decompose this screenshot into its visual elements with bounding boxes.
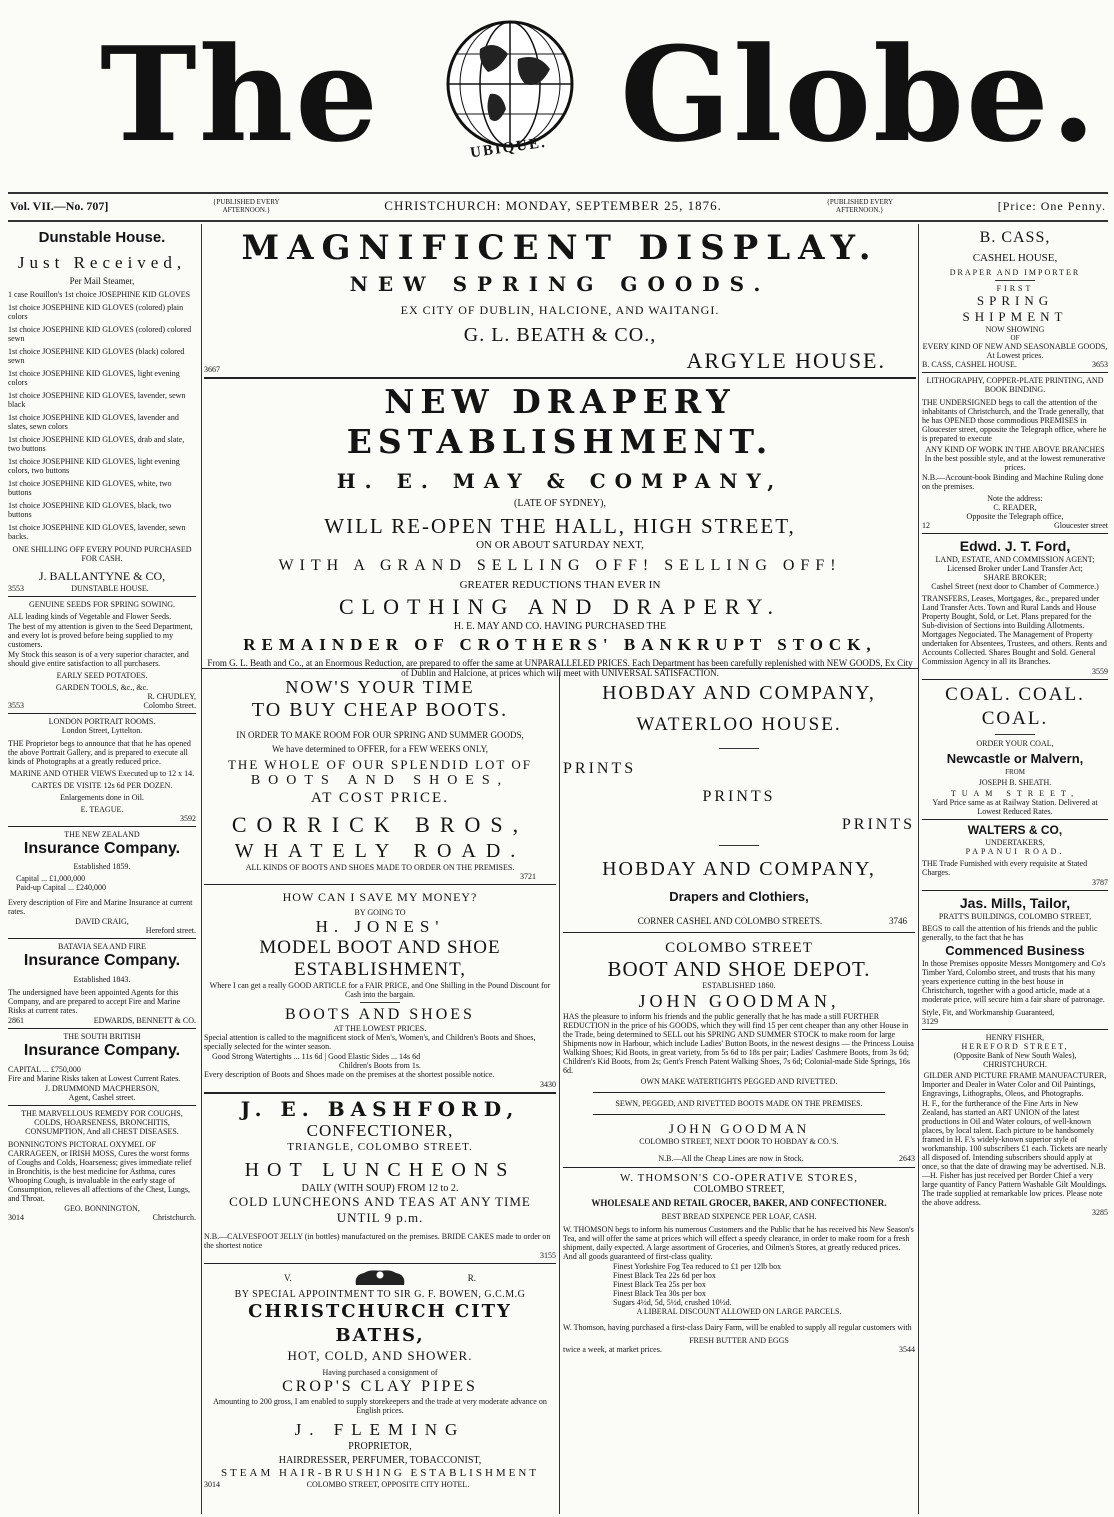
dateline [10,198,1106,214]
new-drapery-establishment: NEW DRAPERY ESTABLISHMENT. [346,382,774,461]
undersigned: THE UNDERSIGNED begs to call the attention of the inhabitants of Christchurch, and the Trade generally, that he has OPENED those commodious PREMISES in Gloucester street, opposite the Telegraph office, where he is prepared to execute [922,398,1107,443]
ad-number: 3553 [8,701,24,710]
batavia-est: Established 1843. [73,975,131,984]
prints-left: PRINTS [563,760,637,777]
opposite-bank: (Opposite Bank of New South Wales), [953,1051,1077,1060]
price: [Price: One Penny. [997,199,1106,213]
gloucester: Gloucester street [1054,521,1108,530]
ballantyne: J. BALLANTYNE & CO, [38,569,166,583]
established-1860: ESTABLISHED 1860. [702,981,776,990]
gloves-list [8,290,196,541]
portrait-street: London Street, Lyttelton. [61,726,143,735]
nz-pre: THE NEW ZEALAND [64,830,140,839]
cashel-house: CASHEL HOUSE, [972,252,1058,264]
column-2 [204,676,556,1514]
coal-coal: COAL. COAL. [945,684,1085,705]
ex-ships: EX CITY OF DUBLIN, HALCIONE, AND WAITANGI. [400,303,720,317]
tea-item: Finest Yorkshire Fog Tea reduced to £1 per 12lb box [613,1262,782,1271]
hot-luncheons: HOT LUNCHEONS [244,1159,516,1181]
transfers: TRANSFERS, Leases, Mortgages, &c., prepared under Land Transfer Acts. Town and Rural Lands and House Property Bought, Sold, or Let. Plans prepared for the Sub-division of Sections into Building Allotments. Mortgages Negociated. The Management of Property undertaken for Absentees, Trustees, and others. Rents and Accounts Collected. Shares Bought and Sold. General Commission Agency in all its Branches. [922,594,1107,666]
style-fit: Style, Fit, and Workmanship Guaranteed, [922,1008,1055,1017]
drapers-clothiers: Drapers and Clothiers, [669,889,809,904]
from: FROM [1005,768,1025,776]
magnificent-display: MAGNIFICENT DISPLAY. [241,228,879,268]
lithography: LITHOGRAPHY, COPPER-PLATE PRINTING, AND BOOK BINDING. [926,376,1104,394]
per-mail: Per Mail Steamer, [69,276,135,286]
proprietor: PROPRIETOR, [348,1441,412,1452]
top-ad-body: From G. L. Beath and Co., at an Enormous Reduction, are prepared to offer the same at UNPARALLELED PRICES. Each Department has been carefully replenished with NEW GOODS, Ex City of Dublin and Halcione, at prices which will meet with UNIVERSAL SATISFACTION. [207,658,913,678]
prints-right: PRINTS [841,816,915,833]
draper-importer: DRAPER AND IMPORTER [949,268,1081,277]
ad-number: 3014 [204,1480,220,1489]
thomson-colombo: COLOMBO STREET, [693,1184,785,1195]
glove-item: 1st choice JOSEPHINE KID GLOVES, lavender and slates, sewn colors [8,413,179,431]
ad-number: 3553 [8,584,24,593]
masthead-right-word: Globe. [620,18,1098,171]
ad-number: 3285 [1092,1208,1108,1217]
coal: COAL. [981,708,1049,729]
tea-item: Finest Black Tea 22s 6d per box [613,1271,716,1280]
opposite-city-hotel: COLOMBO STREET, OPPOSITE CITY HOTEL. [306,1480,470,1489]
volume-number: Vol. VII.—No. 707] [10,199,109,213]
premises: In those Premises opposite Messrs Montgomery and Co's Timber Yard, Colombo street, and trusts that his many years experience cutting in the best house in Christchurch, together with a good article, made at a moderate price, will secure him a fair share of patronage. [922,959,1106,1004]
hobday-2: HOBDAY AND COMPANY, [602,858,876,880]
ad-number: 3721 [520,872,536,881]
glove-item: 1st choice JOSEPHINE KID GLOVES, light evening colors, two buttons [8,457,180,475]
nz-street: Hereford street. [145,926,196,935]
greater-reductions: GREATER REDUCTIONS THAN EVER IN [459,579,661,591]
amounting: Amounting to 200 gross, I am enabled to supply storekeepers and the trade at very moderate advance on English prices. [213,1397,547,1415]
published-left: {PUBLISHED EVERY AFTERNOON.} [213,198,280,214]
tea-list [563,1262,915,1307]
daily-soup: DAILY (WITH SOUP) FROM 12 to 2. [301,1183,459,1194]
of: OF [1010,334,1020,342]
nb-calvesfoot: N.B.—CALVESFOOT JELLY (in bottles) manufactured on the premises. BRIDE CAKES made to order on the shortest notice [204,1232,551,1250]
shilling-off: ONE SHILLING OFF EVERY POUND PURCHASED FOR CASH. [12,545,192,563]
nb-cheap-lines: N.B.—All the Cheap Lines are now in Stock. [658,1154,804,1163]
h-jones: H. JONES' [315,917,445,936]
first: FIRST [996,284,1034,293]
butter-eggs: FRESH BUTTER AND EGGS [689,1336,789,1345]
remedy-title: THE MARVELLOUS REMEDY FOR COUGHS, COLDS, HOARSENESS, BRONCHITIS, CONSUMPTION, And all CHEST DISEASES. [21,1109,183,1136]
papanui-road: PAPANUI ROAD. [965,847,1065,856]
batavia-title: Insurance Company. [23,952,181,969]
spring-shipment: SPRING SHIPMENT [962,293,1068,324]
edwd-ford: Edwd. J. T. Ford, [959,538,1071,554]
walters: WALTERS & CO, [967,823,1063,837]
b-cass: B. CASS, [979,229,1051,246]
newcastle-malvern: Newcastle or Malvern, [946,751,1084,766]
beath: G. L. BEATH & CO., [463,324,657,346]
enlargements: Enlargements done in Oil. [60,793,144,802]
ad-number: 2861 [8,1016,24,1025]
south-british-body: Fire and Marine Risks taken at Lowest Current Rates. [8,1074,181,1083]
v-initial: V. [284,1273,292,1283]
c-reader: C. READER, [993,503,1037,512]
commenced-business: Commenced Business [945,943,1085,958]
dairy-farm: W. Thomson, having purchased a first-class Dairy Farm, will be enabled to supply all regular customers with [563,1323,912,1332]
royal-crest-icon [350,1267,410,1289]
land-agent: LAND, ESTATE, AND COMMISSION AGENT; [935,555,1095,564]
place-date: CHRISTCHURCH: MONDAY, SEPTEMBER 25, 1876. [384,198,722,213]
glove-item: 1st choice JOSEPHINE KID GLOVES, light evening colors [8,369,180,387]
argyle-house: ARGYLE HOUSE. [686,348,886,373]
fisher-body: H. F., for the furtherance of the Fine Arts in New Zealand, has started an ART UNION of the latest productions in Oil and Water colours, of well-known places, by local talent. Each picture to be handsomely framed in H. F.'s widely-known superior style of workmanship. 100 subscribers £1 each. Tickets are nearly all disposed of. Intending subscribers should apply at once, so that the date of drawing may be advertised. N.B.—H. Fisher has just received per Border Chief a very large quantity of Fancy Pattern Washable Gilt Mouldings. The trade supplied at remarkable low prices. Please note the above address. [922,1099,1108,1207]
waterloo-house: WATERLOO HOUSE. [636,714,842,735]
motto: UBIQUE. [469,134,548,162]
sewn-pegged: SEWN, PEGGED, AND RIVETTED BOOTS MADE ON THE PREMISES. [615,1099,863,1108]
watertights: Good Strong Watertights ... 11s 6d | Good Elastic Sides ... 14s 6d [212,1052,421,1061]
just-received: Just Received, [17,253,187,272]
next-door: COLOMBO STREET, NEXT DOOR TO HOBDAY & CO.'S. [639,1137,839,1146]
hot-cold-shower: HOT, COLD, AND SHOWER. [287,1348,473,1363]
corner-cashel: CORNER CASHEL AND COLOMBO STREETS. [637,916,823,926]
hairdresser: HAIRDRESSER, PERFUMER, TOBACCONIST, [278,1455,482,1466]
determined: We have determined to OFFER, for a FEW WEEKS ONLY, [271,744,489,754]
trade-furnished: THE Trade Furnished with every requisite at Stated Charges. [922,859,1088,877]
cost-price: AT COST PRICE. [311,790,449,806]
ad-number: 3653 [1092,360,1108,369]
glove-item: 1st choice JOSEPHINE KID GLOVES, lavender, sewn backs. [8,523,186,541]
twice-a-week: twice a week, at market prices. [563,1345,662,1354]
christchurch: CHRISTCHURCH. [983,1060,1047,1069]
save-money: HOW CAN I SAVE MY MONEY? [282,890,478,904]
note-address: Note the address: [987,494,1043,503]
portrait-body: THE Proprietor begs to announce that that he has opened the above Portrait Gallery, and is prepared to execute all kinds of Photographs at a greatly reduced price. [8,739,191,766]
portrait-title: LONDON PORTRAIT ROOMS. [48,717,156,726]
nz-cap1: Capital ... £1,000,000 [16,874,86,883]
undertakers: UNDERTAKERS, [985,838,1045,847]
late-of-sydney: (LATE OF SYDNEY), [514,498,606,509]
yard-price: Yard Price same as at Railway Station. Delivered at Lowest Reduced Rates. [932,798,1098,816]
glove-item: 1st choice JOSEPHINE KID GLOVES, black, two buttons [8,501,172,519]
nows-your-time: NOW'S YOUR TIME [285,677,475,697]
boots-shoes: BOOTS AND SHOES, [250,773,510,788]
macpherson: J. DRUMMOND MACPHERSON, [44,1084,160,1093]
bashford: J. E. BASHFORD, [240,1097,520,1121]
south-british-pre: THE SOUTH BRITISH [63,1032,141,1041]
glove-item: 1st choice JOSEPHINE KID GLOVES, lavender, sewn black [8,391,186,409]
batavia-body: The undersigned have been appointed Agents for this Company, and are prepared to accept Fire and Marine Risks at current rates. [8,988,181,1015]
boots-and-shoes: BOOTS AND SHOES [285,1006,475,1023]
ad-number: 3787 [1092,878,1108,887]
the-whole: THE WHOLE OF OUR SPLENDID LOT OF [227,757,533,772]
sheath: JOSEPH B. SHEATH. [978,778,1052,787]
seeds-p2: The best of my attention is given to the Seed Department, and every lot is proved before being supplied to my customers. [8,622,193,649]
nz-cap2: Paid-up Capital ... £240,000 [16,883,106,892]
will-reopen: WILL RE-OPEN THE HALL, HIGH STREET, [324,514,796,538]
corrick-bros: CORRICK BROS, [231,812,529,837]
south-british-title: Insurance Company. [23,1042,181,1059]
ad-number: 3544 [899,1345,915,1354]
cashel-street: Cashel Street (next door to Chamber of Commerce.) [931,582,1099,591]
nz-insurance-title: Insurance Company. [23,840,181,857]
childrens-boots: Children's Boots from 1s. [339,1061,421,1070]
john-goodman: JOHN GOODMAN, [638,991,840,1011]
remainder: REMAINDER OF CROTHERS' BANKRUPT STOCK, [243,635,877,654]
crops-clay-pipes: CROP'S CLAY PIPES [282,1378,478,1395]
ad-number: 3667 [204,365,220,374]
licensed-broker: Licensed Broker under Land Transfer Act; [947,564,1083,573]
own-make: OWN MAKE WATERTIGHTS PEGGED AND RIVETTED. [640,1077,838,1086]
bonnington-place: Christchurch. [152,1213,196,1222]
glove-item: 1st choice JOSEPHINE KID GLOVES, white, two buttons [8,479,172,497]
liberal-discount: A LIBERAL DISCOUNT ALLOWED ON LARGE PARCELS. [636,1307,842,1316]
until-9: UNTIL 9 p.m. [336,1210,424,1225]
clothing-drapery: CLOTHING AND DRAPERY. [338,594,781,619]
column-1 [8,228,196,1513]
at-lowest: At Lowest prices. [986,351,1044,360]
ad-number: 2643 [899,1154,915,1163]
jas-mills: Jas. Mills, Tailor, [959,895,1071,911]
j-fleming: J. FLEMING [294,1420,466,1439]
ad-number: 3014 [8,1213,24,1222]
share-broker: SHARE BROKER; [983,573,1047,582]
remedy-body: BONNINGTON'S PICTORAL OXYMEL OF CARRAGEEN, or IRISH MOSS, Cures the worst forms of Coughs and Colds, Hoarseness; gives immediate relief in Bronchitis, is the best medicine for Asthma, cures Whooping Cough, is invaluable in the early stage of Consumption, relieves all affections of the Chest, Lungs, and Throat. [8,1140,192,1203]
nz-body: Every description of Fire and Marine Insurance at current rates. [8,898,193,916]
r-initial: R. [467,1273,476,1283]
cartes: CARTES DE VISITE 12s 6d PER DOZEN. [31,781,173,790]
column-4 [922,228,1108,1513]
tea-item: Finest Black Tea 30s per box [613,1289,706,1298]
masthead [0,0,1114,192]
city-baths: CHRISTCHURCH CITY BATHS, [248,1301,512,1346]
cass-cashel: B. CASS, CASHEL HOUSE. [922,360,1017,369]
column-rule-2 [559,672,560,1514]
hereford-street: HEREFORD STREET, [961,1042,1069,1051]
begs: BEGS to call the attention of his friends and the public generally, to the fact that he has [922,924,1098,942]
ad-number: 3129 [922,1017,938,1026]
thomson-body: W. THOMSON begs to inform his numerous Customers and the Public that he has received his New Season's Tea, and will offer the same at prices which will effect a speedy clearance, in order to make room for a fresh shipment, daily expected. A large assortment of Groceries, and Oilmen's Stores, at greatly reduced prices. And all goods guaranteed of first-class quality. [563,1225,914,1261]
nz-name: DAVID CRAIG, [75,917,129,926]
triangle: TRIANGLE, COLOMBO STREET. [287,1141,473,1153]
nz-est: Established 1859. [73,862,131,871]
any-kind: ANY KIND OF WORK IN THE ABOVE BRANCHES [925,445,1105,454]
column-rule-1 [201,224,202,1514]
colombo-street: Colombo Street. [143,701,196,710]
dunstable-title: Dunstable House. [38,229,166,246]
tuam-street: TUAM STREET, [950,789,1080,798]
column-rule-3 [918,224,919,1514]
masthead-left-word: The [100,18,380,171]
glove-item: 1st choice JOSEPHINE KID GLOVES (colored) colored sewn [8,325,192,343]
cold-luncheons: COLD LUNCHEONS AND TEAS AT ANY TIME [229,1194,531,1209]
ad-number: 3430 [540,1080,556,1089]
marine-views: MARINE AND OTHER VIEWS Executed up to 12 x 14. [9,769,195,778]
batavia-pre: BATAVIA SEA AND FIRE [58,942,146,951]
top-wide-ad [204,228,916,678]
ad-number: 3746 [889,916,907,926]
bonnington: GEO. BONNINGTON, [64,1204,140,1213]
colombo-street-title: COLOMBO STREET [665,940,813,956]
seeds-body: ALL leading kinds of Vegetable and Flower Seeds. [8,612,172,621]
whately-road: WHATELY ROAD. [234,840,526,862]
having-purchased-pipes: Having purchased a consignment of [322,1368,438,1377]
hobday-1: HOBDAY AND COMPANY, [602,682,876,704]
south-british-capital: CAPITAL ... £750,000 [8,1065,81,1074]
tea-item: Finest Black Tea 25s per box [613,1280,706,1289]
model-boot: MODEL BOOT AND SHOE ESTABLISHMENT, [259,937,501,980]
glove-item: 1st choice JOSEPHINE KID GLOVES (black) colored sewn [8,347,185,365]
in-order: IN ORDER TO MAKE ROOM FOR OUR SPRING AND SUMMER GOODS, [236,730,524,740]
pratts-buildings: PRATT'S BUILDINGS, COLOMBO STREET, [938,912,1092,921]
having-purchased: H. E. MAY AND CO. HAVING PURCHASED THE [453,621,667,632]
every-kind: EVERY KIND OF NEW AND SEASONABLE GOODS, [922,342,1108,351]
glove-item: 1 case Rouillon's 1st choice JOSEPHINE KID GLOVES [8,290,191,299]
glove-item: 1st choice JOSEPHINE KID GLOVES, drab and slate, two buttons [8,435,185,453]
all-kinds: ALL KINDS OF BOOTS AND SHOES MADE TO ORDER ON THE PREMISES. [245,863,515,872]
garden-tools: GARDEN TOOLS, &c., &c. [55,683,149,692]
ad-number: 3592 [180,814,196,823]
chudley: R. CHUDLEY, [147,692,196,701]
special-appointment: BY SPECIAL APPOINTMENT TO SIR G. F. BOWEN, G.C.M.G [234,1289,526,1300]
batavia-name: EDWARDS, BENNETT & CO. [93,1016,196,1025]
dateline-bottom-rule [8,220,1108,222]
tea-item: Sugars 4½d, 5d, 5½d, crushed 10½d. [613,1298,732,1307]
published-right: {PUBLISHED EVERY AFTERNOON.} [826,198,894,214]
new-spring-goods: NEW SPRING GOODS. [349,272,771,296]
goodman-body: HAS the pleasure to inform his friends and the public generally that he has made a still FURTHER REDUCTION in the price of his GOODS, which they will find 15 per cent cheaper than any other House in the Trade, being determined to SELL out his SPRING AND SUMMER STOCK to make room for large Shipments now in Harbour, which include Ladies' Button Boots, in the newest designs — the Princess Louisa Walking Shoes; Kid Boots, in great variety, from 5s 6d to 18s per pair; Ladies' Cashmere Boots, from 3s 6d; Children's Kid Boots, from 2s; Gent's French Patent Walking Shoes, 7s 6d; Colonial-made Side Springs, 16s 6d. [563,1012,914,1075]
henry-fisher: HENRY FISHER, [985,1033,1045,1042]
opposite-telegraph: Opposite the Telegraph office, [966,512,1064,521]
boot-shoe-depot: BOOT AND SHOE DEPOT. [607,957,871,981]
teague: E. TEAGUE. [80,805,124,814]
cheap-boots: TO BUY CHEAP BOOTS. [251,699,509,721]
ad-number: 12 [922,521,930,530]
confectioner: CONFECTIONER, [306,1121,454,1140]
importer: Importer and Dealer in Water Color and Oil Paintings, Engravings, Lithographs, Oleos, and Photographs. [922,1080,1096,1098]
ad-number: 3155 [540,1251,556,1260]
gilder: GILDER AND PICTURE FRAME MANUFACTURER, [923,1071,1107,1080]
special-attention: Special attention is called to the magnificent stock of Men's, Women's, and Children's Boots and Shoes, specially selected for the winter season. [204,1033,536,1051]
order-coal: ORDER YOUR COAL, [976,739,1054,748]
dunstable-house: DUNSTABLE HOUSE. [71,584,149,593]
best-bread: BEST BREAD SIXPENCE PER LOAF, CASH. [661,1212,817,1221]
column-3 [563,676,915,1514]
seeds-title: GENUINE SEEDS FOR SPRING SOWING. [28,600,175,609]
ad-number: 3559 [1092,667,1108,676]
grand-selling-off: WITH A GRAND SELLING OFF! SELLING OFF! [278,557,842,574]
nb-account: N.B.—Account-book Binding and Machine Ruling done on the premises. [922,473,1104,491]
dateline-top-rule [8,192,1108,194]
john-goodman-2: JOHN GOODMAN [668,1121,810,1136]
by-going: BY GOING TO [354,908,406,917]
seeds-p3: My Stock this season is of a very superior character, and should give entire satisfaction to all purchasers. [8,650,189,668]
on-or-about: ON OR ABOUT SATURDAY NEXT, [476,539,644,551]
steam-hair: STEAM HAIR-BRUSHING ESTABLISHMENT [220,1467,540,1479]
seed-potatoes: EARLY SEED POTATOES. [56,671,148,680]
every-description: Every description of Boots and Shoes made on the premises at the shortest possible notice. [204,1070,495,1079]
wholesale-retail: WHOLESALE AND RETAIL GROCER, BAKER, AND CONFECTIONER. [591,1198,887,1208]
macpherson-street: Agent, Cashel street. [68,1093,136,1102]
best-style: In the best possible style, and at the lowest remunerative prices. [924,454,1106,472]
lowest-prices: AT THE LOWEST PRICES. [333,1024,427,1033]
thomson-stores: W. THOMSON'S CO-OPERATIVE STORES, [619,1172,858,1184]
prints-center: PRINTS [702,788,776,805]
now-showing: NOW SHOWING [985,325,1045,334]
may-company: H. E. MAY & COMPANY, [336,469,784,493]
where-good-article: Where I can get a really GOOD ARTICLE for a FAIR PRICE, and One Shilling in the Pound Discount for Cash into the bargain. [209,981,551,999]
glove-item: 1st choice JOSEPHINE KID GLOVES (colored) plain colors [8,303,184,321]
